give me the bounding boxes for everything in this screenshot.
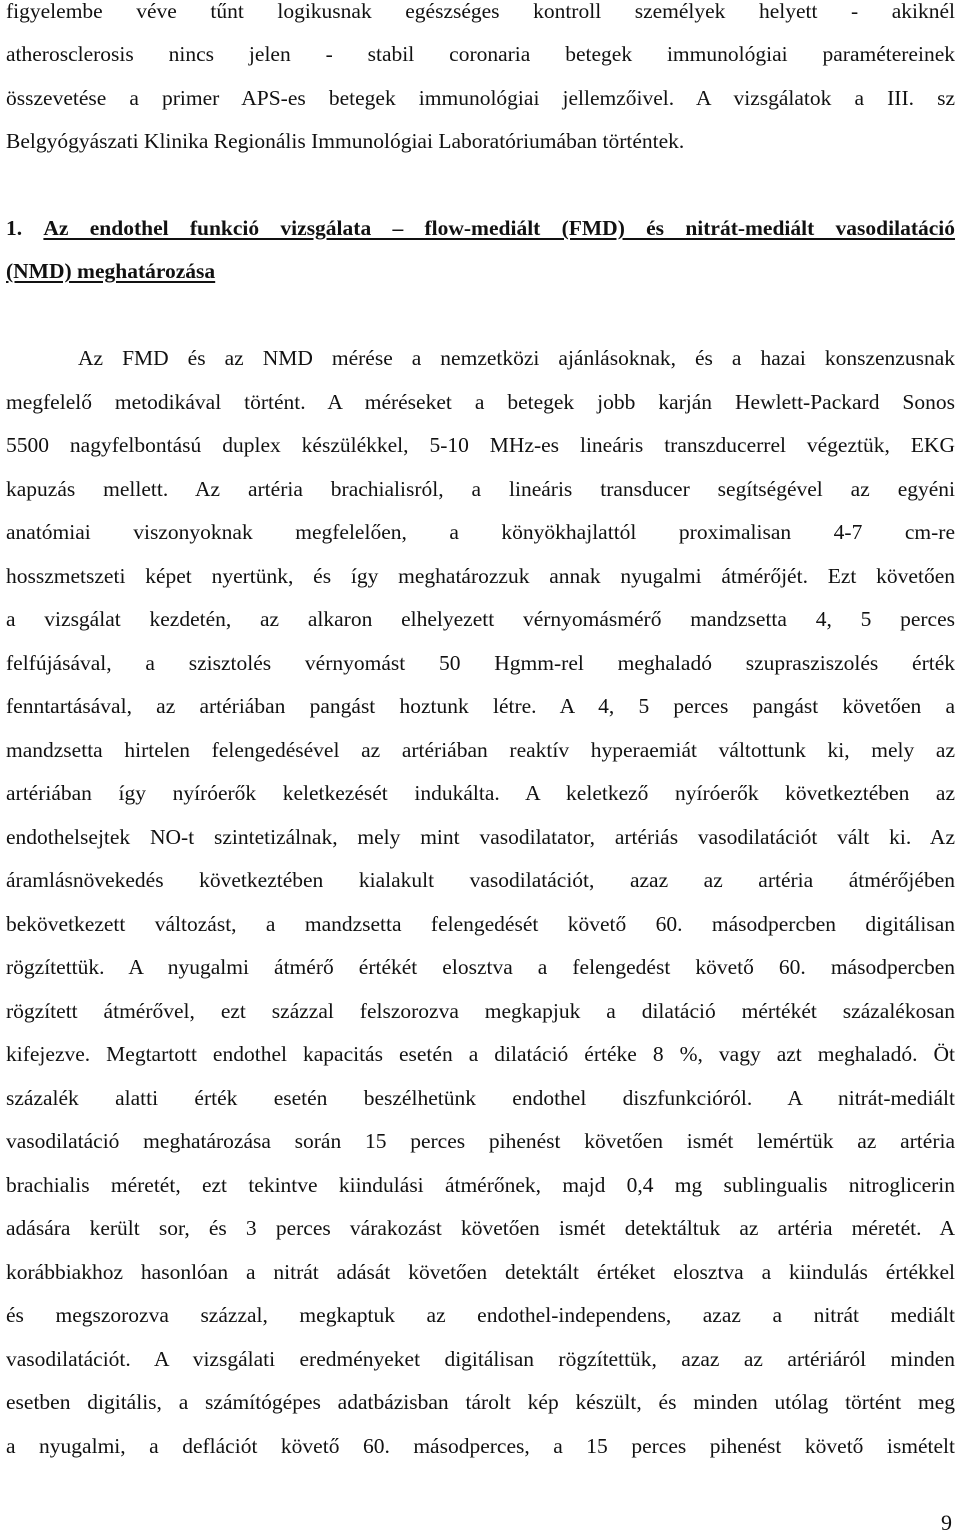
text-line: atherosclerosis nincs jelen - stabil coronaria betegek immunológiai paramétereinek bbox=[6, 42, 955, 66]
text-line: százalék alatti érték esetén beszélhetünk endothel diszfunkcióról. A nitrát-mediált bbox=[6, 1086, 955, 1110]
text-line: adására került sor, és 3 perces várakozást követően ismét detektáltuk az artéria méretét. A bbox=[6, 1216, 955, 1240]
section-number: 1. bbox=[6, 216, 23, 240]
text-line: artériában így nyíróerők keletkezését indukálta. A keletkező nyíróerők következtében az bbox=[6, 781, 955, 805]
text-line: rögzített átmérővel, ezt százzal felszorozva megkapjuk a dilatáció mértékét százalékosan bbox=[6, 999, 955, 1023]
text-line: fenntartásával, az artériában pangást hoztunk létre. A 4, 5 perces pangást követően a bbox=[6, 694, 955, 718]
text-line: kapuzás mellett. Az artéria brachialisról, a lineáris transducer segítségével az egyéni bbox=[6, 477, 955, 501]
text-line: és megszorozva százzal, megkaptuk az endothel-independens, azaz a nitrát mediált bbox=[6, 1303, 955, 1327]
text-line: megfelelő metodikával történt. A méréseket a betegek jobb karján Hewlett-Packard Sonos bbox=[6, 390, 955, 414]
text-line: anatómiai viszonyoknak megfelelően, a könyökhajlattól proximalisan 4-7 cm-re bbox=[6, 520, 955, 544]
section-heading-line-2: (NMD) meghatározása bbox=[6, 259, 216, 283]
text-line: mandzsetta hirtelen felengedésével az artériában reaktív hyperaemiát váltottunk ki, mely az bbox=[6, 738, 955, 762]
text-line: bekövetkezett változást, a mandzsetta felengedését követő 60. másodpercben digitálisan bbox=[6, 912, 955, 936]
section-title: Az endothel funkció vizsgálata – flow-mediált (FMD) és nitrát-mediált vasodilatáció bbox=[43, 216, 956, 240]
text-line: 5500 nagyfelbontású duplex készülékkel, 5-10 MHz-es lineáris transzducerrel végeztük, EKG bbox=[6, 433, 955, 457]
page-number: 9 bbox=[941, 1510, 952, 1535]
text-line: hosszmetszeti képet nyertünk, és így meghatározzuk annak nyugalmi átmérőjét. Ezt követően bbox=[6, 564, 955, 588]
text-line: kifejezve. Megtartott endothel kapacitás esetén a dilatáció értéke 8 %, vagy azt meghaladó. Öt bbox=[6, 1042, 955, 1066]
text-line: korábbiakhoz hasonlóan a nitrát adását követően detektált értéket elosztva a kiindulás értékkel bbox=[6, 1260, 955, 1284]
text-line: a nyugalmi, a deflációt követő 60. másodperces, a 15 perces pihenést követő ismételt bbox=[6, 1434, 955, 1458]
text-line: Belgyógyászati Klinika Regionális Immunológiai Laboratóriumában történtek. bbox=[6, 129, 685, 153]
text-line: a vizsgálat kezdetén, az alkaron elhelyezett vérnyomásmérő mandzsetta 4, 5 perces bbox=[6, 607, 955, 631]
text-line: vasodilatáció meghatározása során 15 perces pihenést követően ismét lemértük az artéria bbox=[6, 1129, 955, 1153]
text-line: Az FMD és az NMD mérése a nemzetközi ajánlásoknak, és a hazai konszenzusnak bbox=[78, 346, 955, 370]
section-heading-line-1 bbox=[6, 213, 955, 243]
text-line: vasodilatációt. A vizsgálati eredményeket digitálisan rögzítettük, azaz az artériáról minden bbox=[6, 1347, 955, 1371]
text-line: rögzítettük. A nyugalmi átmérő értékét elosztva a felengedést követő 60. másodpercben bbox=[6, 955, 955, 979]
text-line: összevetése a primer APS-es betegek immunológiai jellemzőivel. A vizsgálatok a III. sz bbox=[6, 86, 955, 110]
text-line: brachialis méretét, ezt tekintve kiindulási átmérőnek, majd 0,4 mg sublingualis nitroglicerin bbox=[6, 1173, 955, 1197]
text-line: endothelsejtek NO-t szintetizálnak, mely mint vasodilatator, artériás vasodilatációt vált ki. Az bbox=[6, 825, 955, 849]
text-line: figyelembe véve tűnt logikusnak egészséges kontroll személyek helyett - akiknél bbox=[6, 0, 955, 23]
text-line: áramlásnövekedés következtében kialakult vasodilatációt, azaz az artéria átmérőjében bbox=[6, 868, 955, 892]
text-line: felfújásával, a szisztolés vérnyomást 50 Hgmm-rel meghaladó szuprasziszolés érték bbox=[6, 651, 955, 675]
text-line: esetben digitális, a számítógépes adatbázisban tárolt kép készült, és minden utólag történt meg bbox=[6, 1390, 955, 1414]
